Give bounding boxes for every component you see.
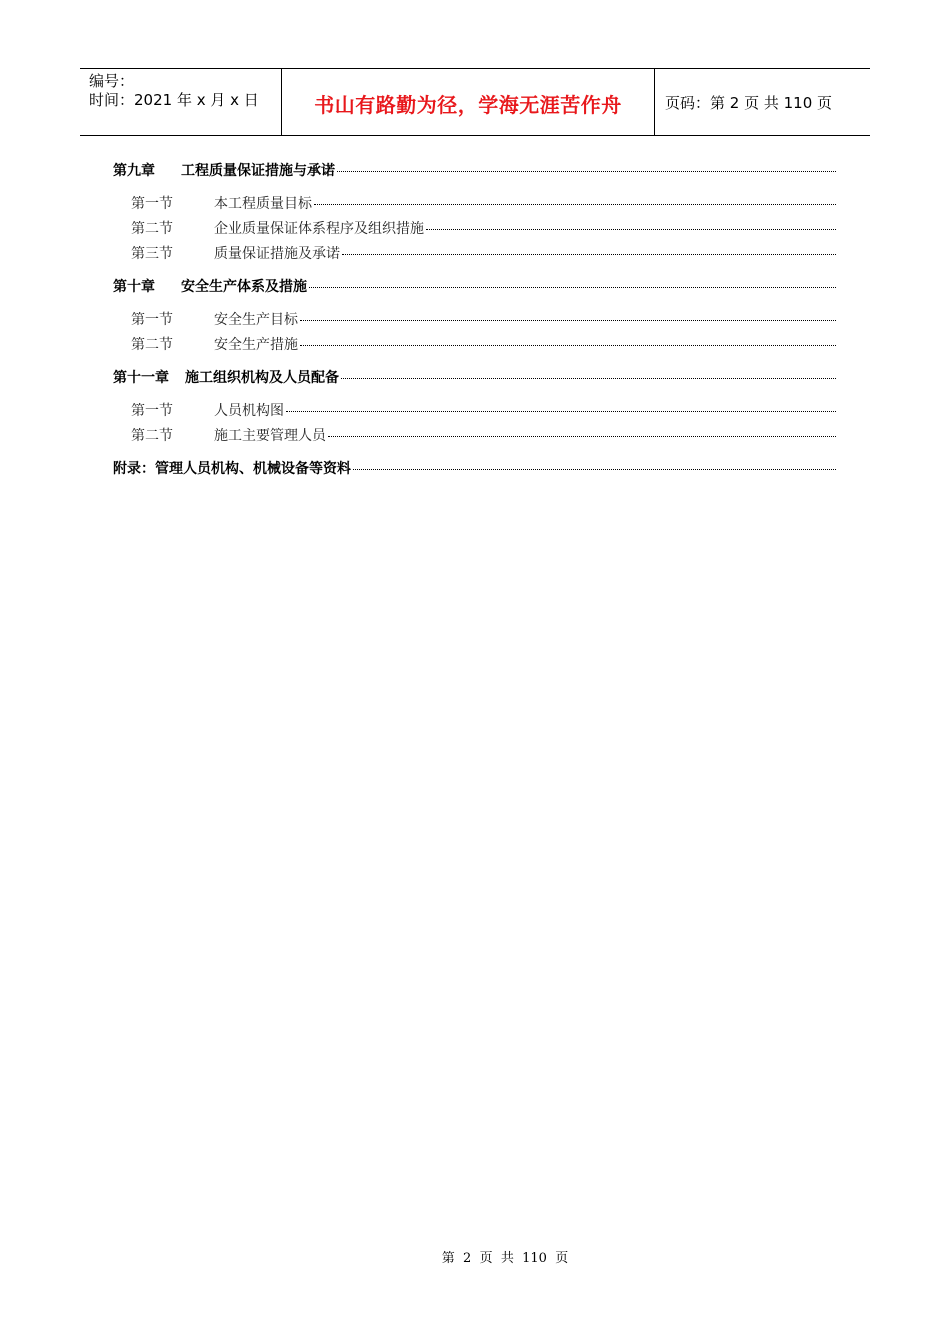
toc-chapter-10[interactable] (113, 276, 836, 301)
toc-leader-dots (300, 344, 836, 346)
time-label: 时间：2021 年 x 月 x 日 (89, 91, 259, 109)
toc-chapter-11[interactable] (113, 367, 836, 392)
toc-section-11-1[interactable] (113, 400, 836, 425)
toc-section-9-1[interactable] (113, 193, 836, 218)
toc-chapter-number: 第十章 (113, 279, 155, 295)
number-label: 编号： (89, 72, 135, 90)
page-info: 页码：第 2 页 共 110 页 (665, 93, 833, 112)
toc-chapter-number: 第九章 (113, 163, 155, 179)
toc-section-title: 安全生产目标 (214, 312, 298, 328)
toc-section-11-2[interactable] (113, 425, 836, 450)
toc-leader-dots (341, 377, 836, 379)
toc-section-number: 第一节 (131, 403, 173, 419)
toc-chapter-title: 施工组织机构及人员配备 (185, 370, 339, 386)
toc-section-10-1[interactable] (113, 309, 836, 334)
toc-leader-dots (426, 228, 836, 230)
toc-leader-dots (342, 253, 836, 255)
toc-section-10-2[interactable] (113, 334, 836, 359)
toc-chapter-9[interactable] (113, 160, 836, 185)
toc-section-title: 安全生产措施 (214, 337, 298, 353)
toc-leader-dots (286, 410, 836, 412)
toc-section-title: 施工主要管理人员 (214, 428, 326, 444)
toc-section-number: 第一节 (131, 196, 173, 212)
toc-leader-dots (353, 468, 836, 470)
toc-section-9-3[interactable] (113, 243, 836, 268)
toc-leader-dots (328, 435, 836, 437)
toc-leader-dots (314, 203, 836, 205)
toc-chapter-number: 第十一章 (113, 370, 169, 386)
footer-page-number: 第 2 页 共 110 页 (441, 1251, 569, 1266)
toc-section-title: 人员机构图 (214, 403, 284, 419)
header-meta (80, 69, 282, 135)
toc-section-number: 第二节 (131, 337, 173, 353)
toc-section-9-2[interactable] (113, 218, 836, 243)
toc-chapter-title: 工程质量保证措施与承诺 (181, 163, 335, 179)
toc-section-number: 第二节 (131, 428, 173, 444)
toc-section-title: 本工程质量目标 (214, 196, 312, 212)
toc-leader-dots (309, 286, 836, 288)
toc-leader-dots (337, 170, 836, 172)
toc-section-number: 第二节 (131, 221, 173, 237)
header-page-info-cell (655, 69, 870, 135)
table-of-contents (113, 160, 836, 483)
page-header (80, 68, 870, 136)
toc-section-title: 质量保证措施及承诺 (214, 246, 340, 262)
toc-chapter-title: 安全生产体系及措施 (181, 279, 307, 295)
toc-appendix[interactable] (113, 458, 836, 483)
motto: 书山有路勤为径，学海无涯苦作舟 (314, 92, 622, 117)
toc-section-title: 企业质量保证体系程序及组织措施 (214, 221, 424, 237)
toc-section-number: 第一节 (131, 312, 173, 328)
toc-leader-dots (300, 319, 836, 321)
page-footer (0, 1247, 950, 1266)
toc-section-number: 第三节 (131, 246, 173, 262)
toc-appendix-title: 附录：管理人员机构、机械设备等资料 (113, 461, 351, 477)
header-motto-cell (282, 69, 655, 135)
